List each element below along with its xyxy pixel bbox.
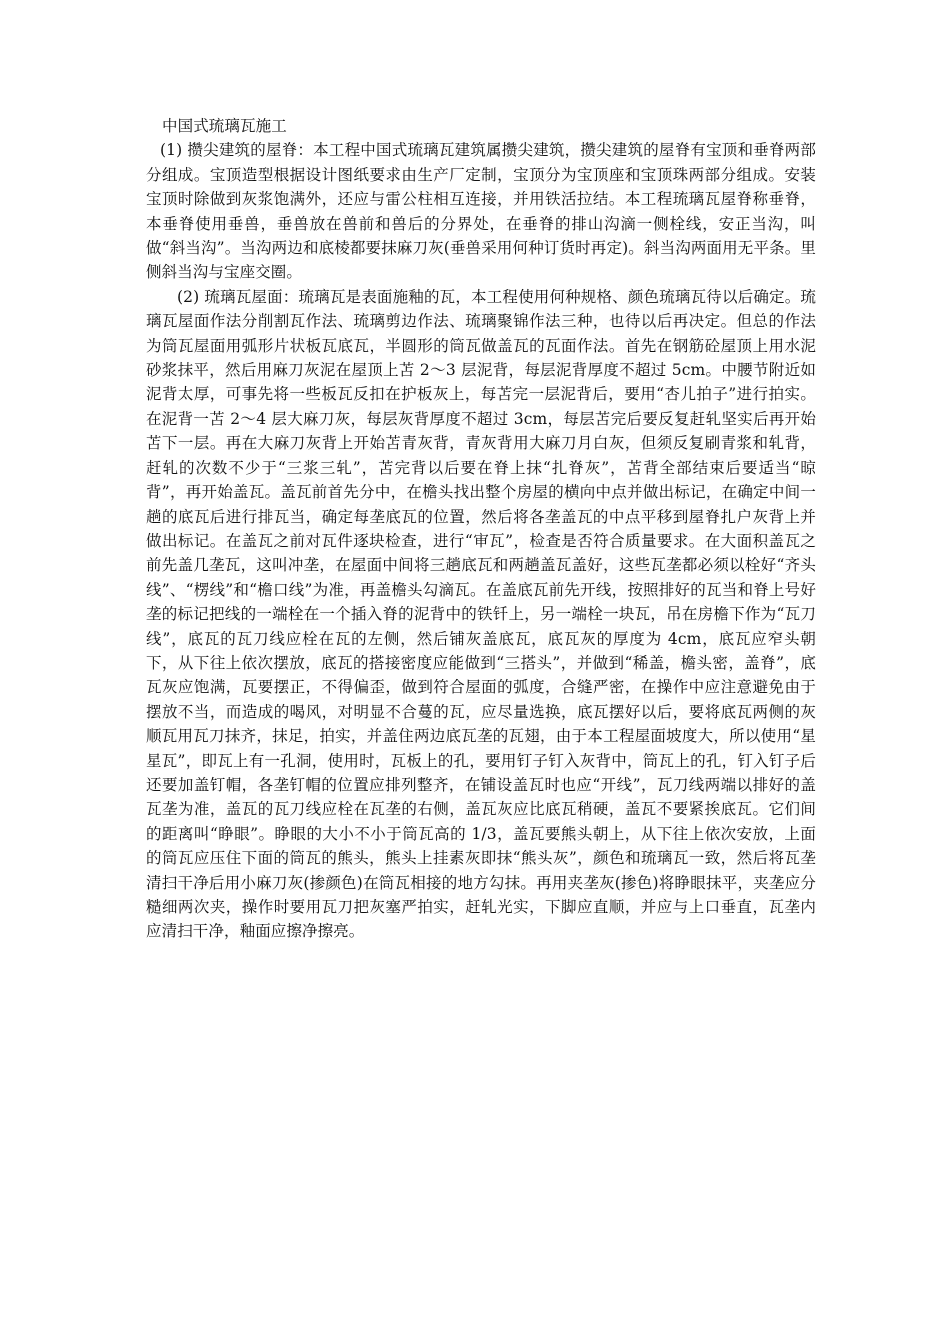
document-title: 中国式琉璃瓦施工 (162, 117, 287, 135)
paragraph-roof-ridge: (1) 攒尖建筑的屋脊：本工程中国式琉璃瓦建筑属攒尖建筑，攒尖建筑的屋脊有宝顶和垂脊两部分组成。宝顶造型根据设计图纸要求由生产厂定制，宝顶分为宝顶座和宝顶珠两部分组成。安装宝顶时除做到灰浆饱满外，还应与雷公柱相互连接，并用铁活拉结。本工程琉璃瓦屋脊称垂脊，本垂脊使用垂兽，垂兽放在兽前和兽后的分界处，在垂脊的排山沟滴一侧栓线，安正当沟，叫做“斜当沟”。当沟两边和底棱都要抹麻刀灰(垂兽采用何种订货时再定)。斜当沟两面用无平条。里侧斜当沟与宝座交圈。 (146, 141, 816, 282)
document-body (146, 114, 816, 944)
paragraph-glazed-tile-roof: (2) 琉璃瓦屋面：琉璃瓦是表面施釉的瓦，本工程使用何种规格、颜色琉璃瓦待以后确定。琉璃瓦屋面作法分削割瓦作法、琉璃剪边作法、琉璃聚锦作法三种，也待以后再决定。但总的作法为筒瓦屋面用弧形片状板瓦底瓦，半圆形的筒瓦做盖瓦的瓦面作法。首先在钢筋砼屋顶上用水泥砂浆抹平，然后用麻刀灰泥在屋顶上苫 2～3 层泥背，每层泥背厚度不超过 5cm。中腰节附近如泥背太厚，可事先将一些板瓦反扣在护板灰上，每苫完一层泥背后，要用“杏儿拍子”进行拍实。在泥背一苫 2～4 层大麻刀灰，每层灰背厚度不超过 3cm，每层苫完后要反复赶轧坚实后再开始苫下一层。再在大麻刀灰背上开始苫青灰背，青灰背用大麻刀月白灰，但须反复刷青浆和轧背，赶轧的次数不少于“三浆三轧”，苫完背以后要在脊上抹“扎脊灰”，苫背全部结束后要适当“晾背”，再开始盖瓦。盖瓦前首先分中，在檐头找出整个房屋的横向中点并做出标记，在确定中间一趟的底瓦后进行排瓦当，确定每垄底瓦的位置，然后将各垄盖瓦的中点平移到屋脊扎户灰背上并做出标记。在盖瓦之前对瓦件逐块检查，进行“审瓦”，检查是否符合质量要求。在大面积盖瓦之前先盖几垄瓦，这叫冲垄，在屋面中间将三趟底瓦和两趟盖瓦盖好，这些瓦垄都必须以栓好“齐头线”、“楞线”和“檐口线”为准，再盖檐头勾滴瓦。在盖底瓦前先开线，按照排好的瓦当和脊上号好垄的标记把线的一端栓在一个插入脊的泥背中的铁钎上，另一端栓一块瓦，吊在房檐下作为“瓦刀线”，底瓦的瓦刀线应栓在瓦的左侧，然后铺灰盖底瓦，底瓦灰的厚度为 4cm，底瓦应窄头朝下，从下往上依次摆放，底瓦的搭接密度应能做到“三搭头”，并做到“稀盖，檐头密，盖脊”，底瓦灰应饱满，瓦要摆正，不得偏歪，做到符合屋面的弧度，合缝严密，在操作中应注意避免由于摆放不当，而造成的喝风，对明显不合蔓的瓦，应尽量选换，底瓦摆好以后，要将底瓦两侧的灰顺瓦用瓦刀抹齐，抹足，拍实，并盖住两边底瓦垄的瓦翅，由于本工程屋面坡度大，所以使用“星星瓦”，即瓦上有一孔洞，使用时，瓦板上的孔，要用钉子钉入灰背中，筒瓦上的孔，钉入钉子后还要加盖钉帽，各垄钉帽的位置应排列整齐，在铺设盖瓦时也应“开线”，瓦刀线两端以排好的盖瓦垄为准，盖瓦的瓦刀线应栓在瓦垄的右侧，盖瓦灰应比底瓦稍硬，盖瓦不要紧挨底瓦。它们间的距离叫“睁眼”。睁眼的大小不小于筒瓦高的 1/3，盖瓦要熊头朝上，从下往上依次安放，上面的筒瓦应压住下面的筒瓦的熊头，熊头上挂素灰即抹“熊头灰”，颜色和琉璃瓦一致，然后将瓦垄清扫干净后用小麻刀灰(掺颜色)在筒瓦相接的地方勾抹。再用夹垄灰(掺色)将睁眼抹平，夹垄应分糙细两次夹，操作时要用瓦刀把灰塞严拍实，赶轧光实，下脚应直顺，并应与上口垂直，瓦垄内应清扫干净，釉面应擦净擦亮。 (146, 287, 816, 941)
